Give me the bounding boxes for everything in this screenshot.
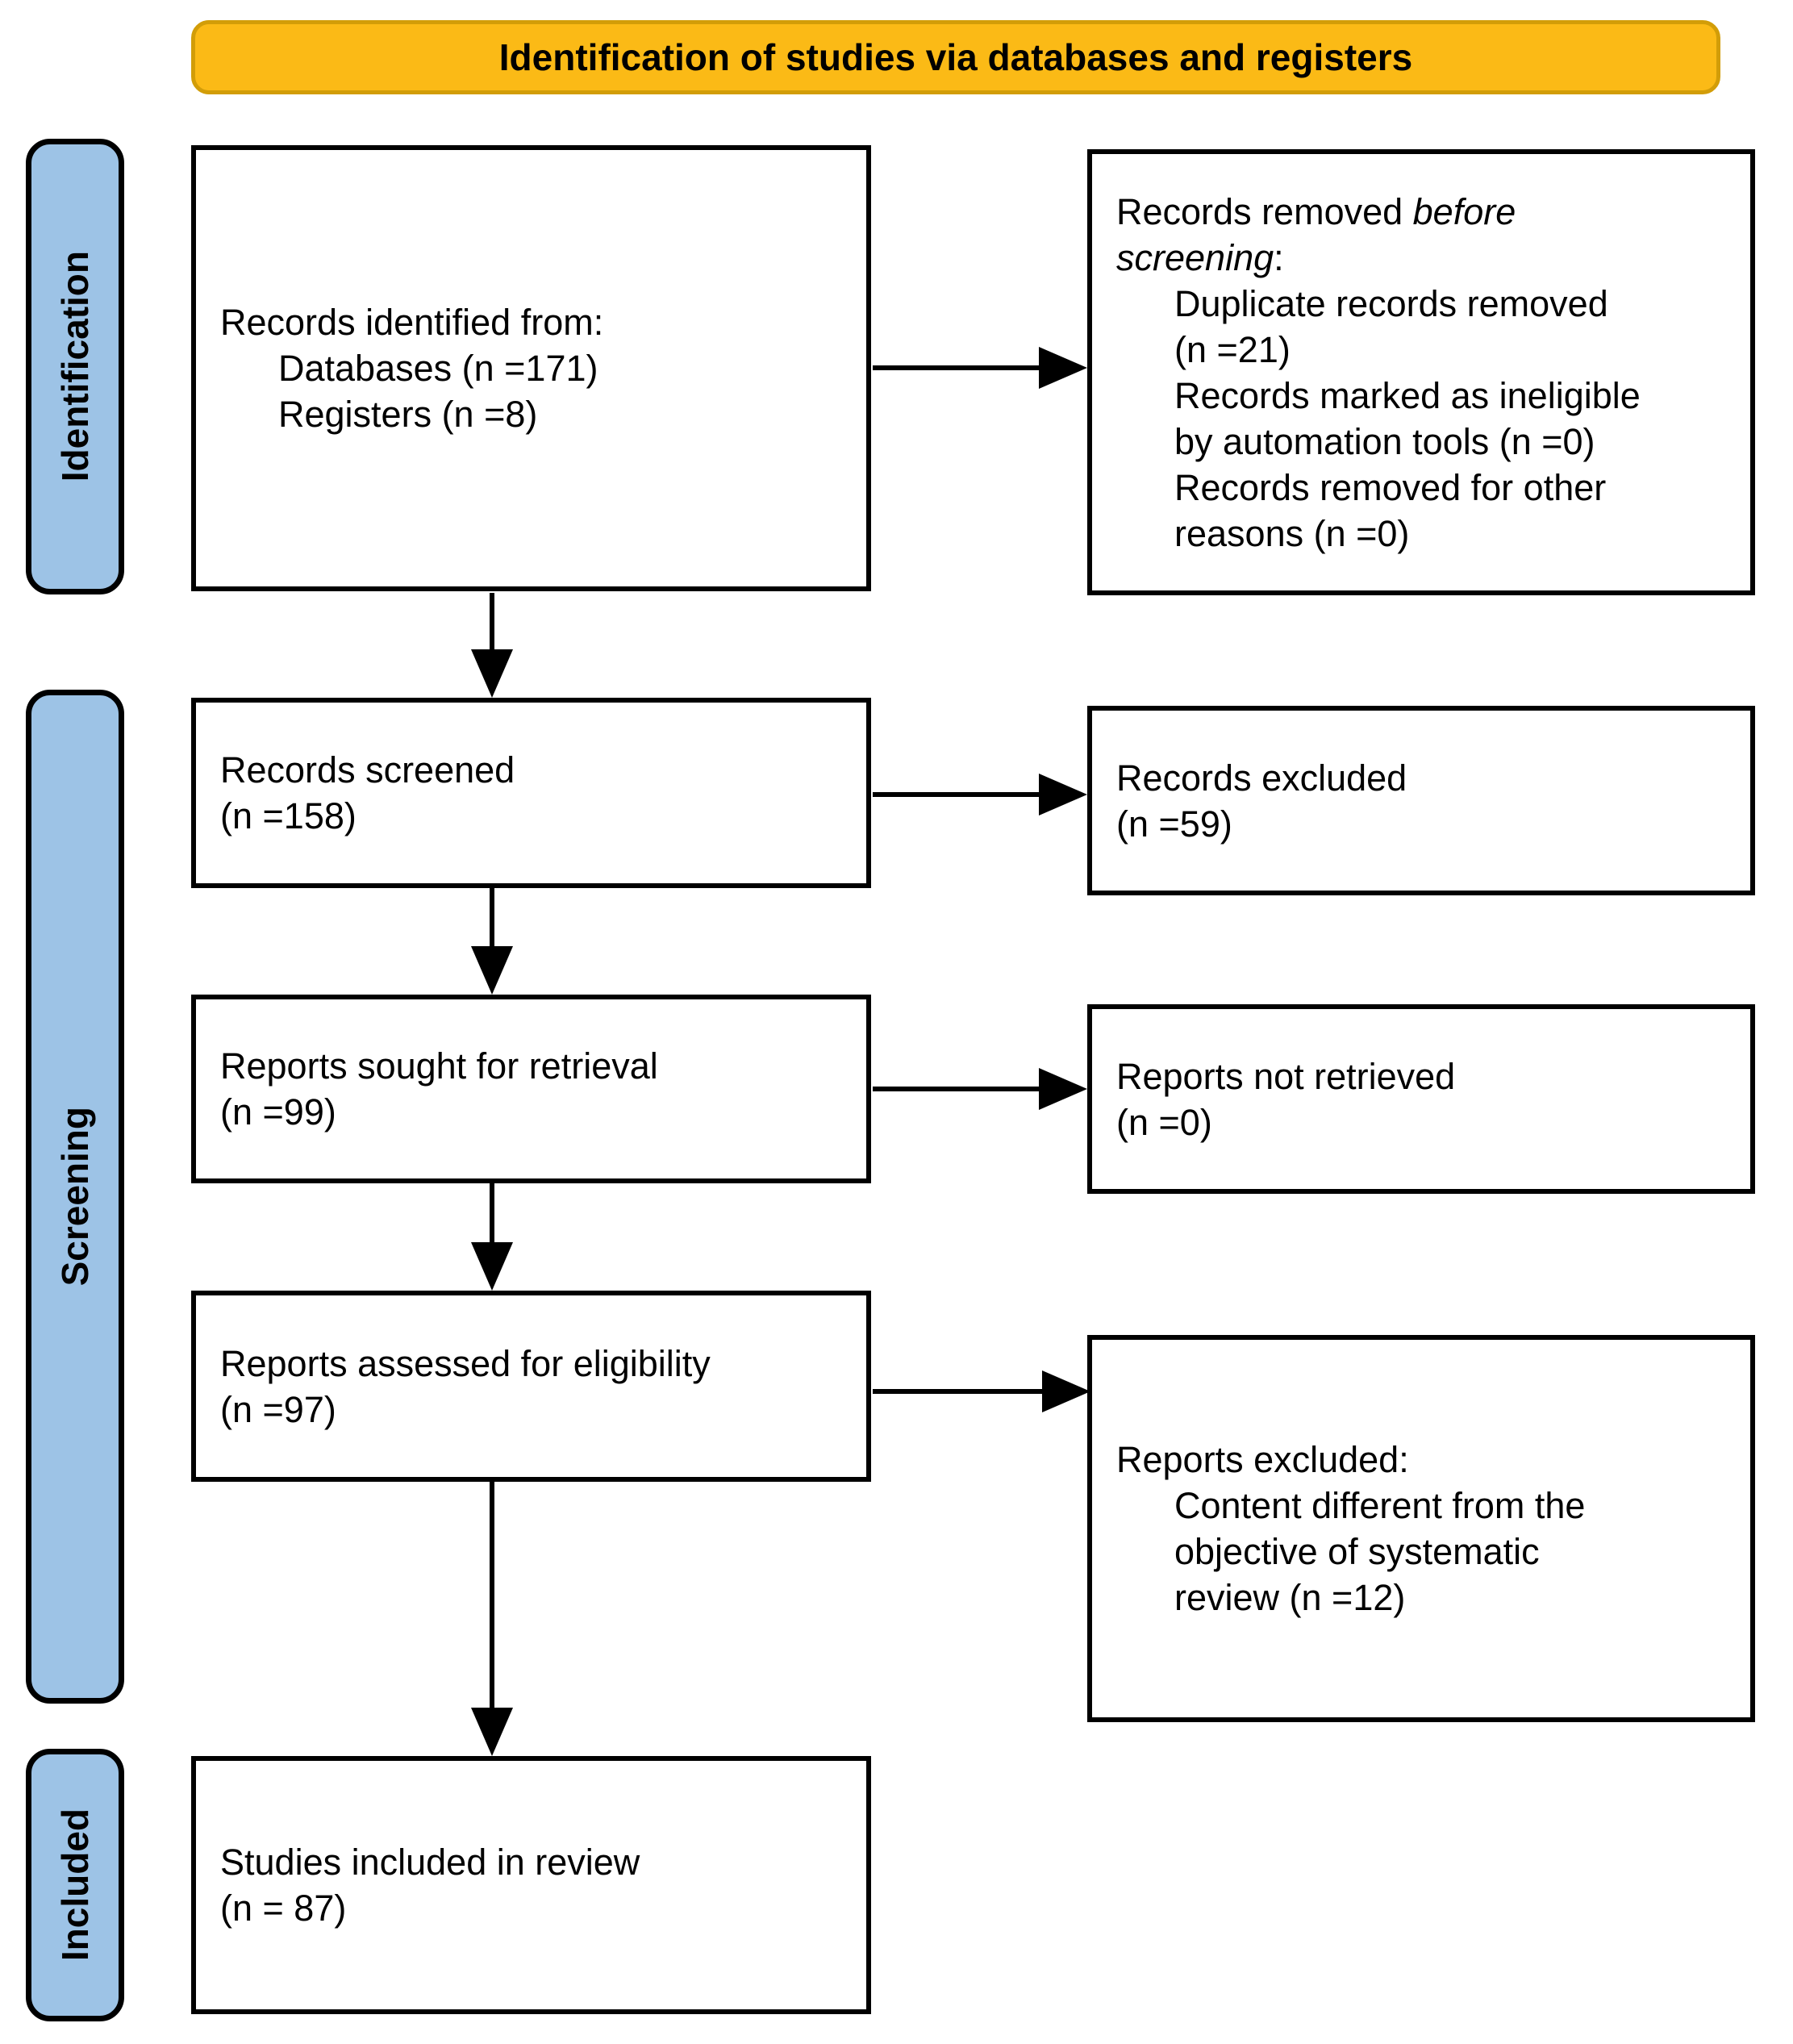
text-line: Records removed before — [1116, 190, 1516, 232]
text-line: (n =21) — [1174, 328, 1291, 370]
text-line: Records identified from: — [220, 302, 604, 343]
text-line: (n =0) — [1116, 1101, 1212, 1143]
text-line: by automation tools (n =0) — [1174, 420, 1595, 462]
box-records-identified — [191, 145, 871, 591]
text-line: (n =99) — [220, 1091, 336, 1133]
arrow-reports-assessed-to-studies-included — [471, 1482, 513, 1756]
text-line: reasons (n =0) — [1174, 512, 1410, 554]
stage-screening-text: Screening — [54, 1107, 96, 1287]
box-reports-excluded — [1087, 1335, 1755, 1722]
banner-identification-of-studies — [191, 20, 1720, 94]
banner-label: Identification of studies via databases and registers — [498, 36, 1413, 78]
text-line: Databases (n =171) — [278, 348, 598, 389]
text-line: Content different from the — [1174, 1485, 1586, 1526]
text-line: objective of systematic — [1174, 1531, 1540, 1572]
text-line: (n = 87) — [220, 1888, 347, 1929]
text-line: Records excluded — [1116, 757, 1407, 799]
box-records-excluded — [1087, 706, 1755, 895]
arrow-reports-assessed-to-reports-excluded — [873, 1370, 1090, 1412]
text-line: review (n =12) — [1174, 1577, 1406, 1618]
box-records-removed-before-screening — [1087, 149, 1755, 595]
arrow-reports-sought-to-reports-not-retrieved — [873, 1068, 1087, 1110]
text-line: (n =59) — [1116, 803, 1232, 845]
box-reports-not-retrieved — [1087, 1004, 1755, 1194]
stage-label-identification — [26, 139, 124, 594]
text-line: Studies included in review — [220, 1842, 640, 1883]
arrow-records-screened-to-reports-sought — [471, 888, 513, 995]
arrow-records-identified-to-records-removed — [873, 347, 1087, 389]
text-line: Records marked as ineligible — [1174, 374, 1641, 416]
text-line: Reports assessed for eligibility — [220, 1342, 711, 1384]
stage-label-screening — [26, 690, 124, 1704]
stage-included-text: Included — [54, 1808, 96, 1962]
arrow-reports-sought-to-reports-assessed — [471, 1183, 513, 1291]
text-line: Records screened — [220, 749, 515, 790]
text-line: screening: — [1116, 236, 1284, 278]
arrow-records-identified-to-records-screened — [471, 593, 513, 698]
text-line: Registers (n =8) — [278, 394, 538, 435]
arrow-records-screened-to-records-excluded — [873, 774, 1087, 816]
text-line: Duplicate records removed — [1174, 282, 1608, 324]
text-line: (n =158) — [220, 795, 357, 836]
stage-label-included — [26, 1749, 124, 2021]
box-studies-included-in-review — [191, 1756, 871, 2014]
text-line: Reports sought for retrieval — [220, 1045, 658, 1087]
text-line: Records removed for other — [1174, 466, 1607, 508]
text-line: Reports not retrieved — [1116, 1055, 1456, 1097]
box-records-screened — [191, 698, 871, 888]
text-line: Reports excluded: — [1116, 1439, 1409, 1480]
stage-identification-text: Identification — [54, 251, 96, 482]
text-line: (n =97) — [220, 1388, 336, 1430]
box-reports-sought-for-retrieval — [191, 995, 871, 1183]
box-reports-assessed-for-eligibility — [191, 1291, 871, 1482]
